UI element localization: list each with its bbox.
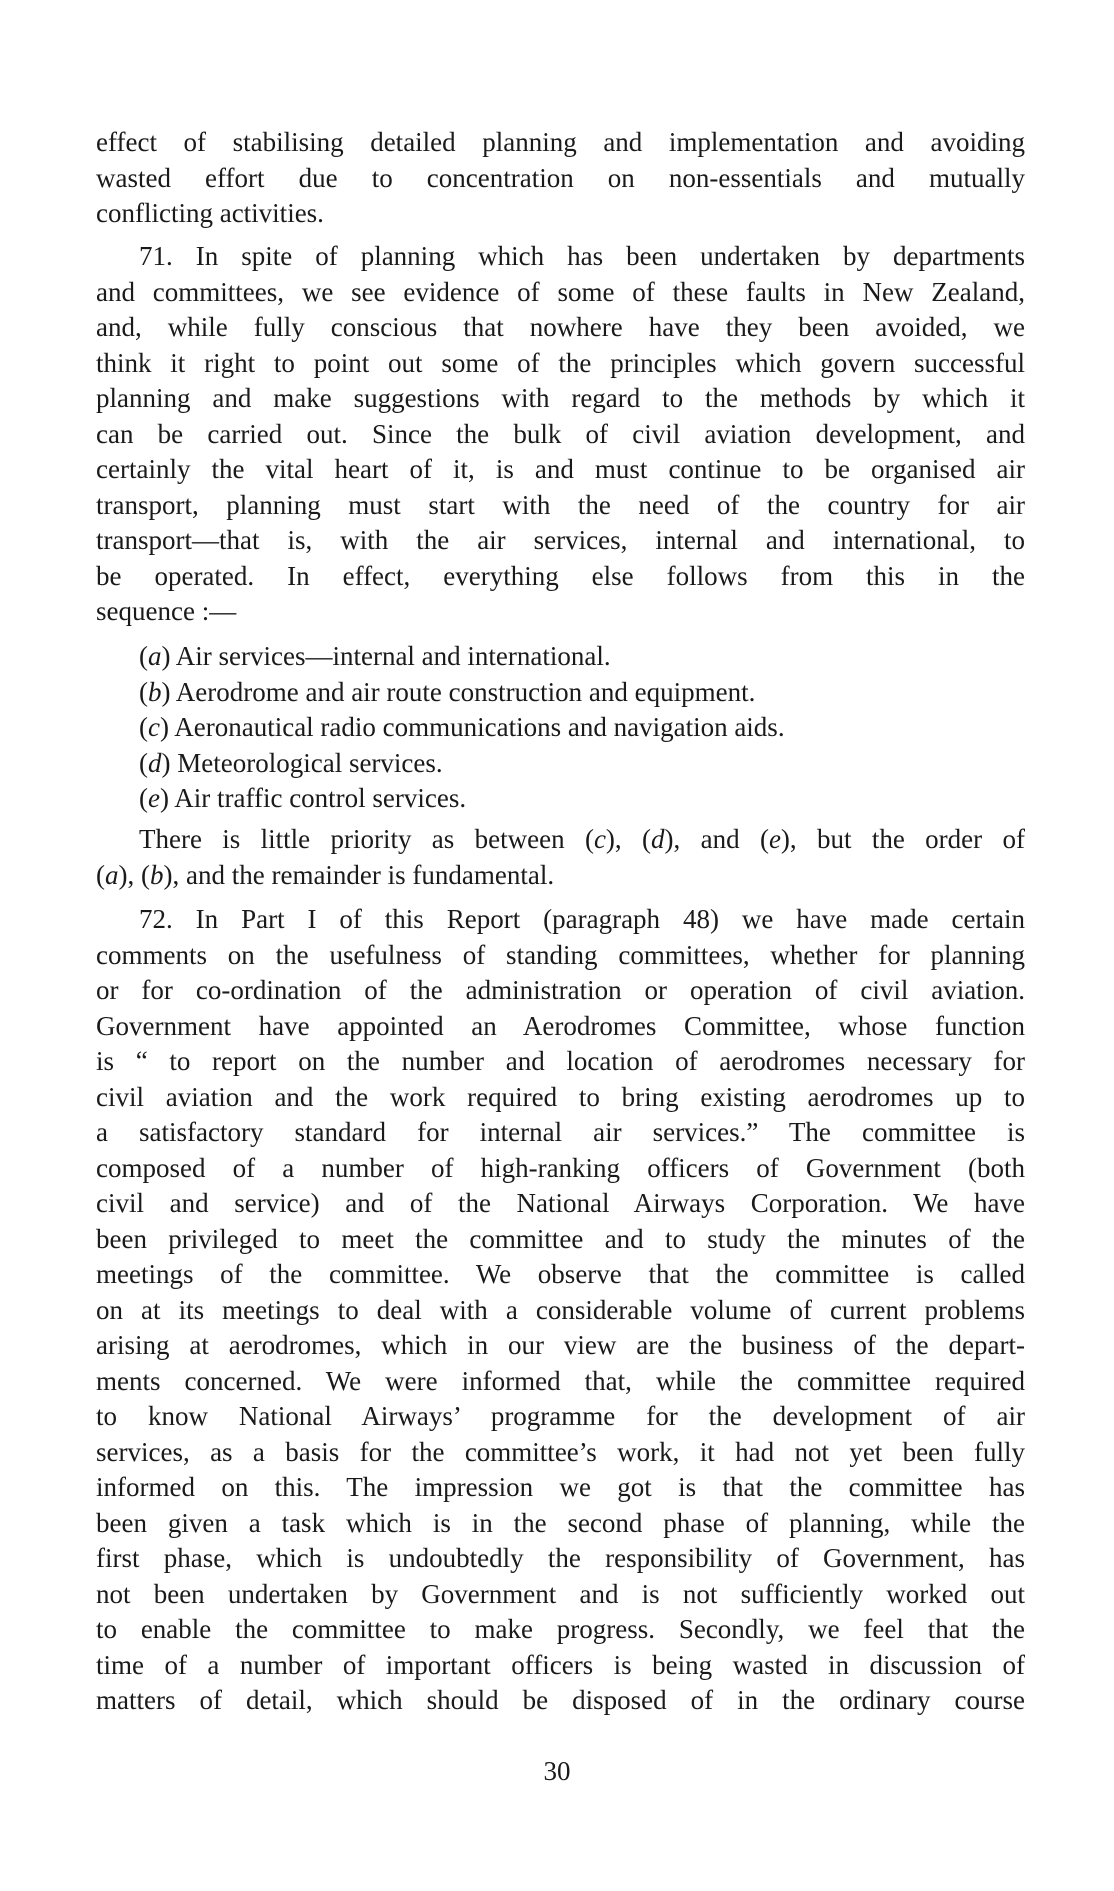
text-line: transport, planning must start with the need of the country for air [96, 489, 1025, 520]
text-line: certainly the vital heart of it, is and must continue to be organised air [96, 454, 1025, 484]
text-line: (e) Air traffic control services. [139, 783, 467, 813]
priority-paragraph [96, 822, 1025, 893]
text-line: think it right to point out some of the principles which govern successful [96, 347, 1025, 378]
text-line: planning and make suggestions with regard to the methods by which it [96, 383, 1025, 413]
text-line: been privileged to meet the committee and to study the minutes of the [96, 1223, 1025, 1254]
text-line: Government have appointed an Aerodromes Committee, whose function [96, 1010, 1025, 1041]
text-line: (a), (b), and the remainder is fundamental. [96, 859, 555, 890]
text-line: matters of detail, which should be disposed of in the ordinary course [96, 1685, 1025, 1715]
paragraph-71 [96, 239, 1025, 630]
text-line: arising at aerodromes, which in our view are the business of the depart- [96, 1330, 1025, 1360]
text-line: civil and service) and of the National Airways Corporation. We have [96, 1188, 1025, 1218]
text-line: 71. In spite of planning which has been undertaken by departments [139, 241, 1025, 271]
text-line: first phase, which is undoubtedly the responsibility of Government, has [96, 1543, 1025, 1573]
text-line: been given a task which is in the second phase of planning, while the [96, 1507, 1025, 1538]
text-line: and committees, we see evidence of some of these faults in New Zealand, [96, 276, 1025, 307]
paragraph-72 [96, 902, 1025, 1719]
text-line: sequence :— [96, 596, 237, 626]
text-line: effect of stabilising detailed planning and implementation and avoiding [96, 127, 1025, 157]
text-line: civil aviation and the work required to bring existing aerodromes up to [96, 1081, 1025, 1112]
text-line: transport—that is, with the air services, internal and international, to [96, 525, 1025, 555]
text-line: and, while fully conscious that nowhere have they been avoided, we [96, 312, 1025, 342]
text-line: (a) Air services—internal and international. [139, 641, 611, 671]
text-line: There is little priority as between (c), (d), and (e), but the order of [139, 824, 1025, 854]
text-line: a satisfactory standard for internal air services.” The committee is [96, 1117, 1025, 1147]
text-line: comments on the usefulness of standing committees, whether for planning [96, 939, 1025, 970]
text-line: is “ to report on the number and location of aerodromes necessary for [96, 1046, 1025, 1076]
page-number: 30 [543, 1756, 571, 1786]
text-line: meetings of the committee. We observe that the committee is called [96, 1259, 1025, 1289]
text-line: (b) Aerodrome and air route construction and equipment. [139, 676, 756, 707]
text-line: informed on this. The impression we got is that the committee has [96, 1472, 1025, 1502]
text-line: to know National Airways’ programme for the development of air [96, 1401, 1025, 1431]
text-line: or for co-ordination of the administration or operation of civil aviation. [96, 975, 1025, 1005]
text-line: time of a number of important officers is being wasted in discussion of [96, 1649, 1025, 1680]
text-line: 72. In Part I of this Report (paragraph 48) we have made certain [139, 904, 1025, 934]
text-line: (d) Meteorological services. [139, 747, 443, 778]
text-line: (c) Aeronautical radio communications and navigation aids. [139, 712, 785, 742]
text-line: be operated. In effect, everything else follows from this in the [96, 560, 1025, 591]
text-line: conflicting activities. [96, 198, 324, 228]
text-line: composed of a number of high-ranking officers of Government (both [96, 1152, 1025, 1183]
text-line: on at its meetings to deal with a considerable volume of current problems [96, 1294, 1025, 1325]
paragraph-70-continued [96, 125, 1025, 232]
text-line: can be carried out. Since the bulk of civil aviation development, and [96, 418, 1025, 449]
text-line: not been undertaken by Government and is not sufficiently worked out [96, 1578, 1025, 1609]
text-line: services, as a basis for the committee’s work, it had not yet been fully [96, 1436, 1025, 1467]
text-line: to enable the committee to make progress. Secondly, we feel that the [96, 1614, 1025, 1644]
text-line: ments concerned. We were informed that, while the committee required [96, 1365, 1025, 1396]
text-line: wasted effort due to concentration on non-essentials and mutually [96, 162, 1025, 193]
sequence-list [139, 639, 1025, 817]
